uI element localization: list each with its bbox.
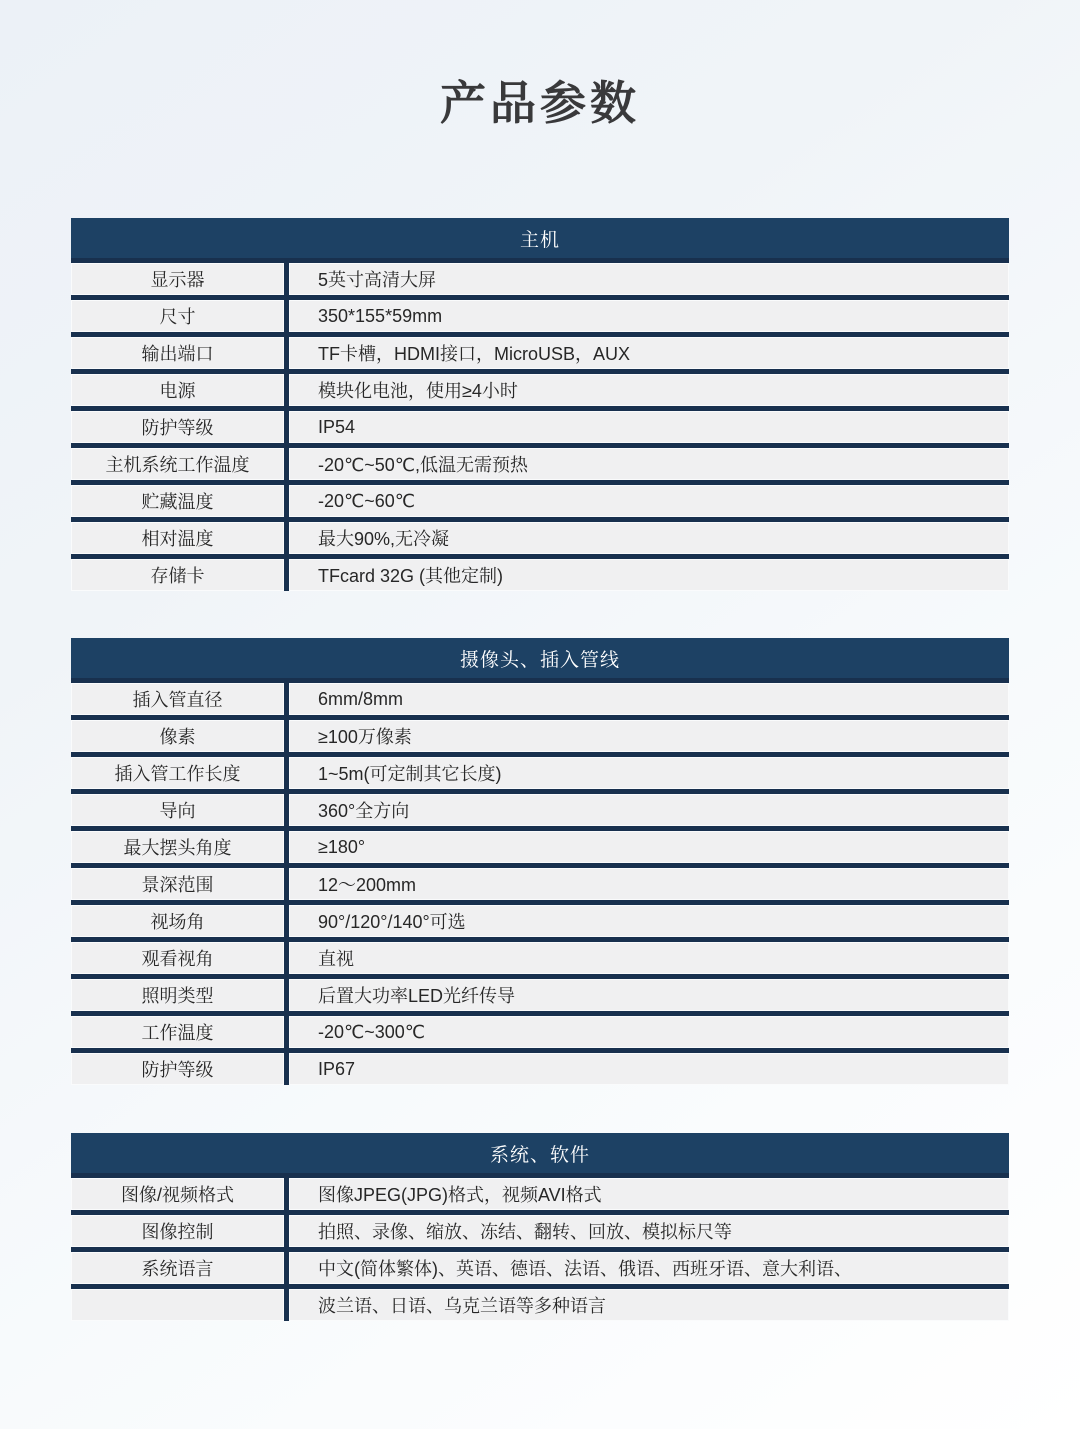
table-row <box>71 337 1009 369</box>
row-value: 90°/120°/140°可选 <box>289 905 1009 937</box>
row-label: 尺寸 <box>71 300 284 332</box>
table-row <box>71 720 1009 752</box>
table-row <box>71 559 1009 591</box>
row-value: TF卡槽，HDMI接口，MicroUSB，AUX <box>289 337 1009 369</box>
row-value: 360°全方向 <box>289 794 1009 826</box>
row-value: ≥100万像素 <box>289 720 1009 752</box>
table-row <box>71 448 1009 480</box>
row-label: 主机系统工作温度 <box>71 448 284 480</box>
table-body <box>71 258 1009 591</box>
row-label: 系统语言 <box>71 1252 284 1284</box>
table-row <box>71 757 1009 789</box>
table-row <box>71 683 1009 715</box>
row-value: TFcard 32G (其他定制) <box>289 559 1009 591</box>
table-body <box>71 1173 1009 1321</box>
table-row <box>71 942 1009 974</box>
table-row <box>71 1178 1009 1210</box>
table-row <box>71 411 1009 443</box>
row-value: -20℃~300℃ <box>289 1016 1009 1048</box>
row-label: 图像/视频格式 <box>71 1178 284 1210</box>
row-value: 拍照、录像、缩放、冻结、翻转、回放、模拟标尺等 <box>289 1215 1009 1247</box>
table-row <box>71 1289 1009 1321</box>
row-value: 1~5m(可定制其它长度) <box>289 757 1009 789</box>
row-value: -20℃~60℃ <box>289 485 1009 517</box>
row-label: 相对温度 <box>71 522 284 554</box>
table-row <box>71 905 1009 937</box>
table-row <box>71 1215 1009 1247</box>
row-value: 中文(简体繁体)、英语、德语、法语、俄语、西班牙语、意大利语、 <box>289 1252 1009 1284</box>
table-row <box>71 1016 1009 1048</box>
row-label: 图像控制 <box>71 1215 284 1247</box>
row-value: 5英寸高清大屏 <box>289 263 1009 295</box>
table-row <box>71 794 1009 826</box>
row-label: 视场角 <box>71 905 284 937</box>
row-value: 波兰语、日语、乌克兰语等多种语言 <box>289 1289 1009 1321</box>
row-label: 电源 <box>71 374 284 406</box>
row-label: 防护等级 <box>71 411 284 443</box>
row-label: 显示器 <box>71 263 284 295</box>
row-value: 12～200mm <box>289 868 1009 900</box>
row-label: 景深范围 <box>71 868 284 900</box>
row-label: 贮藏温度 <box>71 485 284 517</box>
spec-tables <box>71 218 1009 1321</box>
row-label: 存储卡 <box>71 559 284 591</box>
table-row <box>71 979 1009 1011</box>
row-label: 像素 <box>71 720 284 752</box>
table-row <box>71 300 1009 332</box>
table-row <box>71 522 1009 554</box>
row-value: 后置大功率LED光纤传导 <box>289 979 1009 1011</box>
row-label: 防护等级 <box>71 1053 284 1085</box>
row-label <box>71 1289 284 1321</box>
page-title: 产品参数 <box>440 77 640 129</box>
table-header: 主机 <box>71 218 1009 258</box>
row-value: 直视 <box>289 942 1009 974</box>
row-label: 插入管工作长度 <box>71 757 284 789</box>
row-value: ≥180° <box>289 831 1009 863</box>
table-header: 摄像头、插入管线 <box>71 638 1009 678</box>
row-label: 工作温度 <box>71 1016 284 1048</box>
table-row <box>71 831 1009 863</box>
table-header: 系统、软件 <box>71 1133 1009 1173</box>
spec-table-0 <box>71 218 1009 591</box>
table-row <box>71 374 1009 406</box>
row-value: 图像JPEG(JPG)格式，视频AVI格式 <box>289 1178 1009 1210</box>
row-label: 观看视角 <box>71 942 284 974</box>
row-value: -20℃~50℃,低温无需预热 <box>289 448 1009 480</box>
row-value: 模块化电池，使用≥4小时 <box>289 374 1009 406</box>
table-row <box>71 263 1009 295</box>
table-body <box>71 678 1009 1085</box>
row-label: 导向 <box>71 794 284 826</box>
spec-table-1 <box>71 638 1009 1085</box>
row-value: 350*155*59mm <box>289 300 1009 332</box>
row-label: 照明类型 <box>71 979 284 1011</box>
table-row <box>71 1053 1009 1085</box>
row-value: 6mm/8mm <box>289 683 1009 715</box>
row-label: 插入管直径 <box>71 683 284 715</box>
table-row <box>71 485 1009 517</box>
table-row <box>71 1252 1009 1284</box>
row-label: 最大摆头角度 <box>71 831 284 863</box>
row-value: 最大90%,无冷凝 <box>289 522 1009 554</box>
table-row <box>71 868 1009 900</box>
spec-table-2 <box>71 1133 1009 1321</box>
row-label: 输出端口 <box>71 337 284 369</box>
row-value: IP67 <box>289 1053 1009 1085</box>
row-value: IP54 <box>289 411 1009 443</box>
